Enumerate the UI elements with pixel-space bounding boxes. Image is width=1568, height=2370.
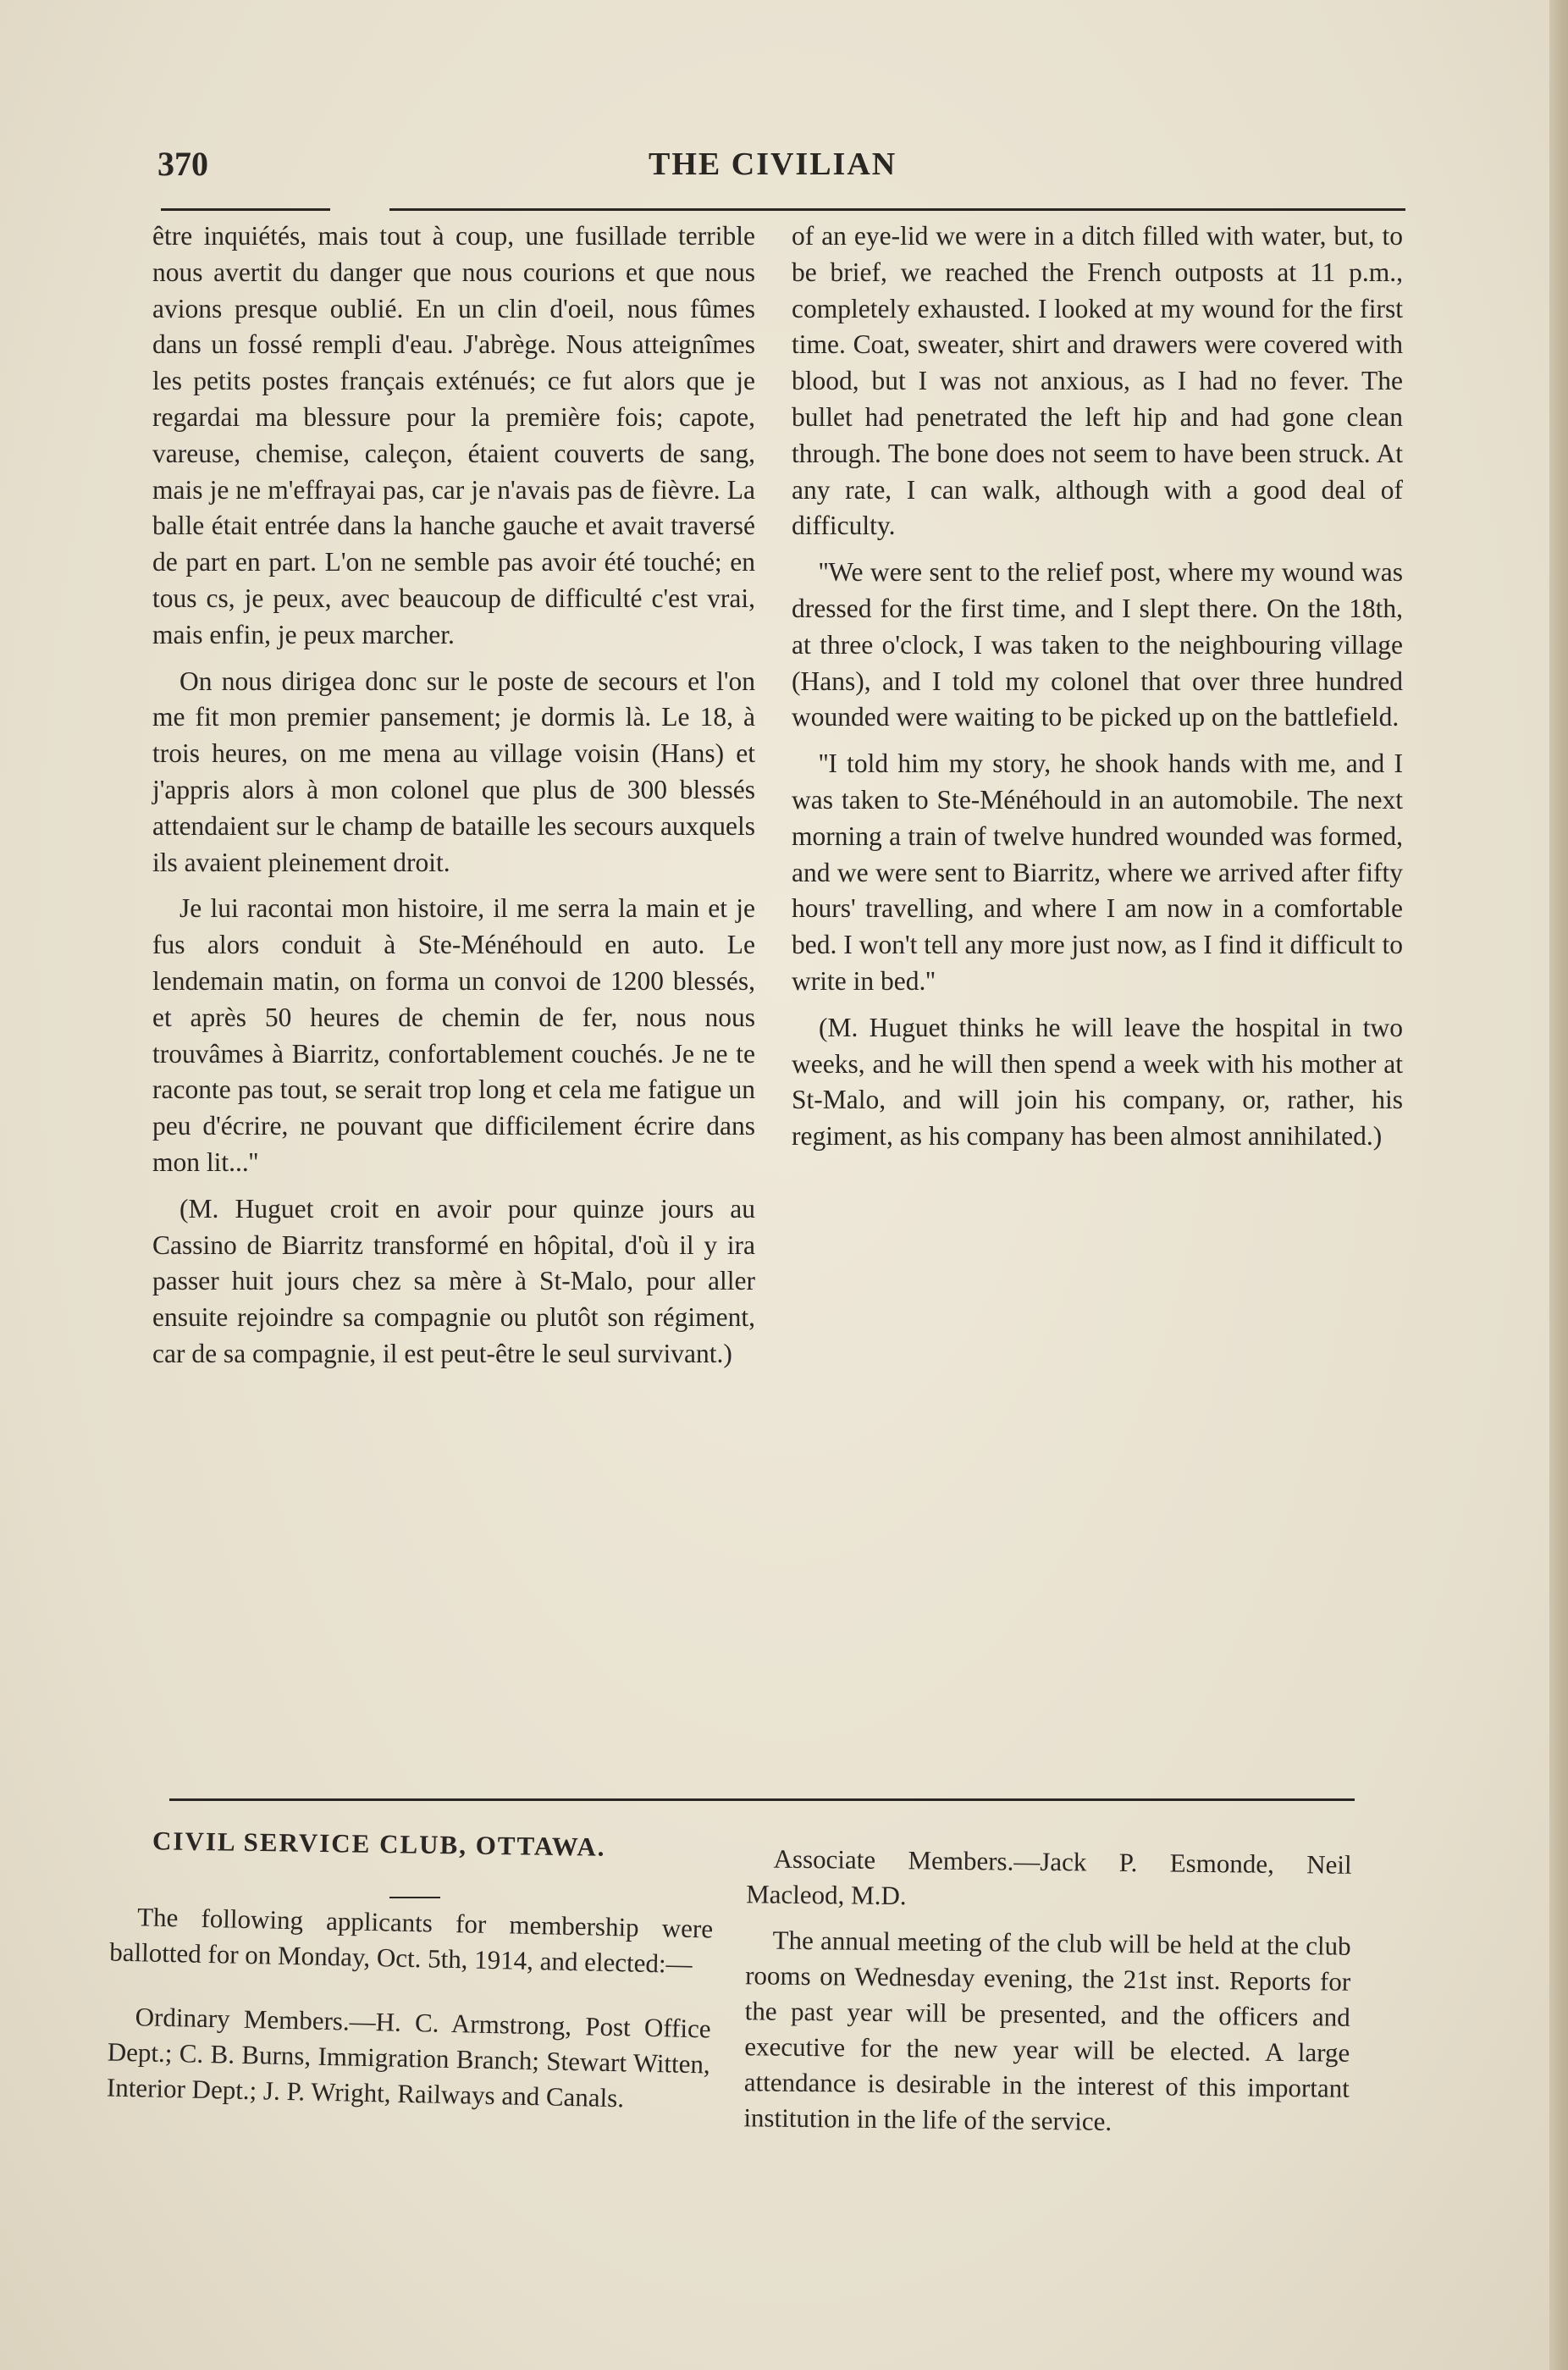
club-paragraph: Associate Members.—Jack P. Esmonde, Neil Macleod, M.D.	[746, 1843, 1352, 1911]
page-edge	[1549, 0, 1568, 2370]
club-paragraph: The annual meeting of the club will be held at the club rooms on Wednesday evening, the 21st inst. Reports for the past year will be presented, and the officers and executive for the new year will be elected. A large attendance is desirable in the interest of this important institution in the life of the service.	[743, 1925, 1351, 2136]
club-right-column	[743, 1841, 1352, 2141]
club-section-heading: CIVIL SERVICE CLUB, OTTAWA.	[152, 1826, 606, 1862]
header-rule-right	[389, 208, 1405, 211]
left-paragraph: On nous dirigea donc sur le poste de secours et l'on me fit mon premier pansement; je dormis là. Le 18, à trois heures, on me mena au village voisin (Hans) et j'appris alors à mon colonel que plus de 300 blessés attendaient sur le champ de bataille les secours auxquels ils avaient pleinement droit.	[152, 666, 755, 877]
page-header	[157, 144, 1402, 195]
club-paragraph: Ordinary Members.—H. C. Armstrong, Post Office Dept.; C. B. Burns, Immigration Branch; Stewart Witten, Interior Dept.; J. P. Wright, Railways and Canals.	[106, 2002, 711, 2113]
left-column	[152, 218, 755, 1373]
right-paragraph: (M. Huguet thinks he will leave the hospital in two weeks, and he will then spend a week with his mother at St-Malo, and will join his company, or, rather, his regiment, as his company has been almost annihilated.)	[792, 1012, 1403, 1152]
club-paragraph: The following applicants for membership were ballotted for on Monday, Oct. 5th, 1914, and elected:—	[108, 1902, 714, 1979]
running-title: THE CIVILIAN	[649, 146, 897, 182]
header-rule-left	[161, 208, 330, 211]
heading-rule	[389, 1897, 440, 1898]
section-divider	[169, 1798, 1355, 1801]
right-paragraph: ''I told him my story, he shook hands with me, and I was taken to Ste-Ménéhould in an automobile. The next morning a train of twelve hundred wounded was formed, and we were sent to Biarritz, where we arrived after fifty hours' travelling, and where I am now in a comfortable bed. I won't tell any more just now, as I find it difficult to write in bed.''	[792, 749, 1403, 996]
right-paragraph: of an eye-lid we were in a ditch filled with water, but, to be brief, we reached the French outposts at 11 p.m., completely exhausted. I looked at my wound for the first time. Coat, sweater, shirt and drawers were covered with blood, but I was not anxious, as I had no fever. The bullet had penetrated the left hip and had gone clean through. The bone does not seem to have been struck. At any rate, I can walk, although with a good deal of difficulty.	[792, 221, 1403, 541]
page-number: 370	[157, 145, 208, 183]
left-paragraph: (M. Huguet croit en avoir pour quinze jours au Cassino de Biarritz transformé en hôpital, d'où il y ira passer huit jours chez sa mère à St-Malo, pour aller ensuite rejoindre sa compagnie ou plutôt son régiment, car de sa compagnie, il est peut-être le seul survivant.)	[152, 1193, 755, 1368]
left-paragraph: Je lui racontai mon histoire, il me serra la main et je fus alors conduit à Ste-Ménéhould en auto. Le lendemain matin, on forma un convoi de 1200 blessés, et après 50 heures de chemin de fer, nous nous trouvâmes à Biarritz, confortablement couchés. Je ne te raconte pas tout, se serait trop long et cela me fatigue un peu d'écrire, ne pouvant que difficilement écrire dans mon lit...''	[152, 893, 755, 1177]
right-column	[792, 218, 1403, 1155]
right-paragraph: ''We were sent to the relief post, where my wound was dressed for the first time, and I slept there. On the 18th, at three o'clock, I was taken to the neighbouring village (Hans), and I told my colonel that over three hundred wounded were waiting to be picked up on the battlefield.	[792, 557, 1403, 732]
club-left-column	[107, 1899, 714, 2119]
left-paragraph: être inquiétés, mais tout à coup, une fusillade terrible nous avertit du danger que nous courions et que nous avions presque oublié. En un clin d'oeil, nous fûmes dans un fossé rempli d'eau. J'abrège. Nous atteignîmes les petits postes français exténués; ce fut alors que je regardai ma blessure pour la première fois; capote, vareuse, chemise, caleçon, étaient couverts de sang, mais je ne m'effrayai pas, car je n'avais pas de fièvre. La balle était entrée dans la hanche gauche et avait traversé de part en part. L'on ne semble pas avoir été touché; en tous cs, je peux, avec beaucoup de difficulté c'est vrai, mais enfin, je peux marcher.	[152, 221, 755, 649]
